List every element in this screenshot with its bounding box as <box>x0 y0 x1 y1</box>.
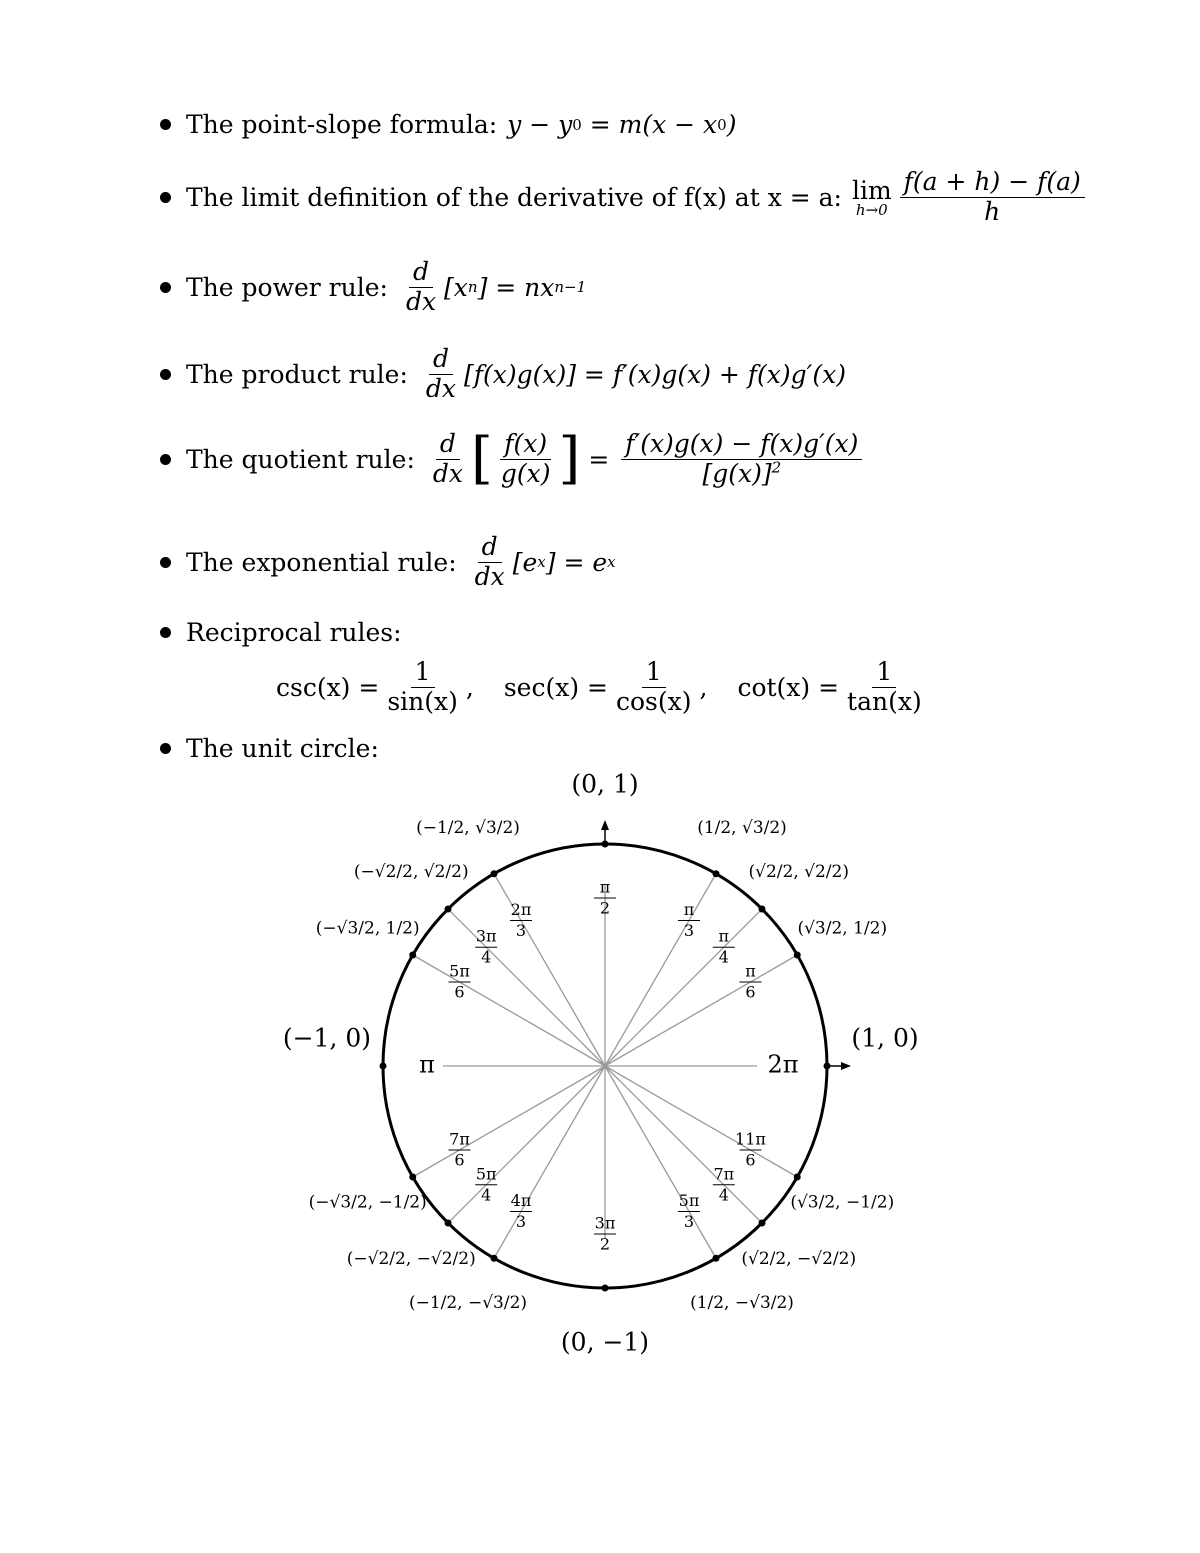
angle-label-num-5pi3: 5π <box>678 1190 700 1210</box>
power-rule-label: The power rule: <box>186 272 388 302</box>
pr-rhs: = nx <box>487 272 555 302</box>
angle-label-den-7pi4: 4 <box>718 1185 729 1205</box>
ddx-num: d <box>429 345 453 375</box>
product-expression: [f(x)g(x)] = f′(x)g(x) + f(x)g′(x) <box>464 359 846 389</box>
ray-60 <box>605 874 716 1066</box>
point-240 <box>491 1255 498 1262</box>
lim-sub: h→0 <box>855 200 888 219</box>
point-225 <box>445 1219 452 1226</box>
ps-mid: = m(x − x <box>581 110 718 139</box>
angle-label-num-3pi2: 3π <box>594 1213 616 1233</box>
inner-den: g(x) <box>500 458 551 488</box>
csc-den: sin(x) <box>387 686 458 716</box>
angle-label-num-3pi4: 3π <box>475 926 497 946</box>
quotient-den-sup: 2 <box>771 458 782 477</box>
limit-denominator: h <box>984 196 1001 226</box>
point-slope-label: The point-slope formula: <box>186 110 498 139</box>
angle-label-num-5pi4: 5π <box>475 1164 497 1184</box>
ddx-den: dx <box>474 561 505 591</box>
quotient-num: f′(x)g(x) − f(x)g′(x) <box>621 430 862 460</box>
point-180 <box>380 1063 387 1070</box>
coord-label-330: (√3/2, −1/2) <box>790 1192 895 1213</box>
angle-label-pi: π <box>419 1050 435 1079</box>
coord-label-300: (1/2, −√3/2) <box>690 1292 794 1313</box>
ddx-den: dx <box>425 373 456 403</box>
coord-label-135: (−√2/2, √2/2) <box>353 861 469 882</box>
csc-lhs: csc(x) = <box>276 672 380 702</box>
angle-label-num-5pi6: 5π <box>449 961 470 981</box>
cot-num: 1 <box>872 658 896 688</box>
lim-text: lim <box>851 175 892 205</box>
angle-label-den-pi6: 6 <box>745 982 756 1002</box>
sec-den: cos(x) <box>615 686 692 716</box>
exp-arg-end: ] <box>545 547 556 577</box>
ddx-den: dx <box>432 458 463 488</box>
coord-label-150: (−√3/2, 1/2) <box>315 918 420 939</box>
point-60 <box>713 870 720 877</box>
point-315 <box>758 1219 765 1226</box>
ps-end: ) <box>726 110 737 139</box>
point-120 <box>491 870 498 877</box>
cot-den: tan(x) <box>847 686 922 716</box>
point-210 <box>409 1174 416 1181</box>
coord-axis-90: (0, 1) <box>571 769 639 799</box>
exponential-rule-formula: $\frac{d}{dx}$ [e x ] = e x <box>467 533 616 592</box>
coord-label-240: (−1/2, −√3/2) <box>408 1292 528 1313</box>
ray-30 <box>605 955 797 1066</box>
coord-label-315: (√2/2, −√2/2) <box>741 1249 857 1270</box>
angle-label-den-2pi3: 3 <box>515 921 527 941</box>
angle-label-den-5pi4: 4 <box>481 1185 492 1205</box>
angle-label-den-3pi2: 2 <box>599 1234 611 1254</box>
coord-label-120: (−1/2, √3/2) <box>416 818 520 839</box>
point-300 <box>713 1255 720 1262</box>
product-rule-label: The product rule: <box>186 359 408 389</box>
angle-label-den-pi4: 4 <box>718 947 729 967</box>
angle-label-den-pi2: 2 <box>599 898 611 918</box>
angle-label-num-pi3: π <box>683 900 695 920</box>
angle-label-den-3pi4: 4 <box>481 947 492 967</box>
ray-240 <box>494 1066 605 1258</box>
exp-rhs: = e <box>555 547 608 577</box>
coord-label-60: (1/2, √3/2) <box>697 818 787 839</box>
unit-circle-label: The unit circle: <box>186 734 379 763</box>
point-0 <box>824 1063 831 1070</box>
angle-label-num-pi2: π <box>599 877 611 897</box>
ddx-num: d <box>436 430 460 460</box>
angle-label-den-7pi6: 6 <box>454 1150 465 1170</box>
angle-label-num-7pi4: 7π <box>713 1164 735 1184</box>
coord-label-225: (−√2/2, −√2/2) <box>346 1249 476 1270</box>
ray-135 <box>448 909 605 1066</box>
csc-num: 1 <box>411 658 435 688</box>
sec-sep: , <box>699 672 708 702</box>
exp-arg: [e <box>512 547 538 577</box>
ddx-num: d <box>409 258 433 288</box>
angle-label-den-5pi6: 6 <box>454 982 465 1002</box>
pr-arg-end: ] <box>477 272 488 302</box>
point-150 <box>409 952 416 959</box>
quotient-rule-label: The quotient rule: <box>186 444 415 474</box>
coord-axis-0: (1, 0) <box>851 1023 919 1053</box>
quotient-den-base: [g(x)] <box>702 458 772 488</box>
ddx-den: dx <box>405 286 437 316</box>
exponential-rule-label: The exponential rule: <box>186 547 457 577</box>
ddx-num: d <box>478 533 502 563</box>
angle-label-num-11pi6: 11π <box>735 1129 766 1149</box>
csc-sep: , <box>465 672 474 702</box>
ray-210 <box>413 1066 605 1177</box>
angle-label-num-2pi3: 2π <box>510 900 532 920</box>
x-axis-arrow-head <box>841 1062 851 1070</box>
angle-label-den-11pi6: 6 <box>745 1150 756 1170</box>
angle-label-den-4pi3: 3 <box>515 1211 527 1231</box>
angle-label-den-pi3: 3 <box>683 921 695 941</box>
ray-330 <box>605 1066 797 1177</box>
equals-sign: = <box>588 444 610 474</box>
angle-label-2pi: 2π <box>767 1050 799 1079</box>
point-330 <box>794 1174 801 1181</box>
point-135 <box>445 906 452 913</box>
coord-label-30: (√3/2, 1/2) <box>797 918 888 939</box>
point-30 <box>794 952 801 959</box>
angle-label-num-pi6: π <box>745 961 756 981</box>
point-slope-formula: y − y 0 = m(x − x 0 ) <box>507 110 737 139</box>
limit-numerator: f(a + h) − f(a) <box>900 168 1085 198</box>
point-90 <box>602 841 609 848</box>
ray-300 <box>605 1066 716 1258</box>
coord-label-210: (−√3/2, −1/2) <box>308 1192 427 1213</box>
cot-lhs: cot(x) = <box>737 672 840 702</box>
power-rule-formula: $\frac{d}{dx}$ [x n ] = nx n−1 <box>398 258 586 317</box>
point-270 <box>602 1285 609 1292</box>
limit-label: The limit definition of the derivative of f(x) at x = a: <box>186 182 842 212</box>
point-45 <box>758 906 765 913</box>
angle-label-num-pi4: π <box>718 926 730 946</box>
pr-arg: [x <box>444 272 468 302</box>
y-axis-arrow-head <box>601 820 609 830</box>
reciprocal-rules-label: Reciprocal rules: <box>186 618 402 647</box>
coord-label-45: (√2/2, √2/2) <box>748 861 849 882</box>
left-bracket: [ <box>470 426 493 492</box>
sec-lhs: sec(x) = <box>503 672 608 702</box>
angle-label-num-4pi3: 4π <box>510 1190 532 1210</box>
angle-label-num-7pi6: 7π <box>449 1129 470 1149</box>
ray-150 <box>413 955 605 1066</box>
coord-axis-180: (−1, 0) <box>282 1023 372 1053</box>
angle-label-den-5pi3: 3 <box>683 1211 695 1231</box>
ps-lhs: y − y <box>507 110 573 139</box>
coord-axis-270: (0, −1) <box>560 1327 650 1357</box>
right-bracket: ] <box>558 426 581 492</box>
inner-num: f(x) <box>500 430 551 460</box>
sec-num: 1 <box>642 658 666 688</box>
